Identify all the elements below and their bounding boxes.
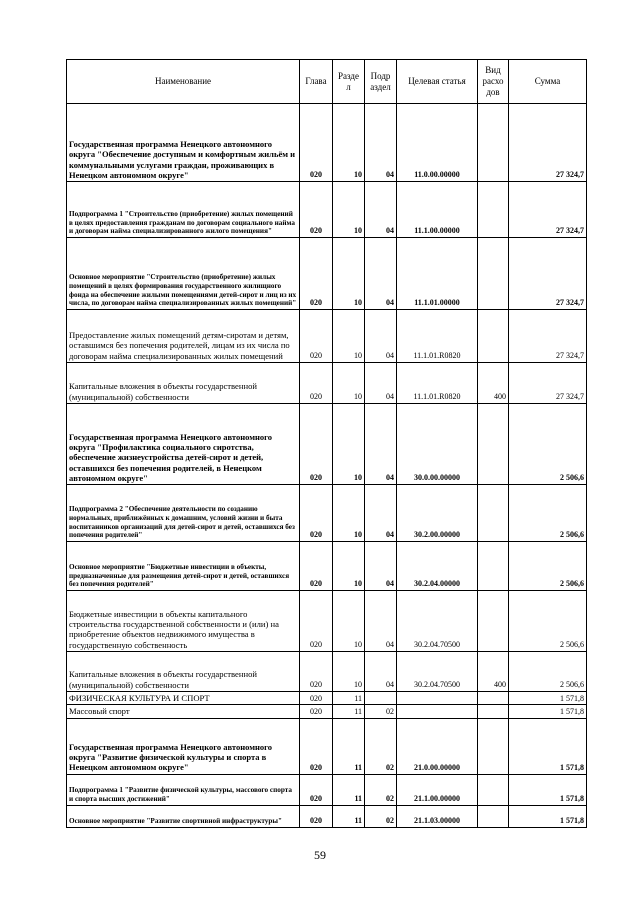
row-section: 10 xyxy=(333,310,365,363)
row-type: 400 xyxy=(478,652,509,692)
table-row xyxy=(67,238,587,310)
row-target: 11.1.01.R0820 xyxy=(397,363,478,404)
row-name: Подпрограмма 1 "Развитие физической культуры, массового спорта и спорта высших достижений" xyxy=(67,774,300,805)
row-section: 11 xyxy=(333,774,365,805)
row-name: Основное мероприятие "Развитие спортивной инфраструктуры" xyxy=(67,805,300,827)
header-target: Целевая статья xyxy=(397,60,478,104)
row-target: 11.1.01.00000 xyxy=(397,238,478,310)
row-sum: 27 324,7 xyxy=(509,363,587,404)
row-sum: 1 571,8 xyxy=(509,718,587,774)
row-sum: 27 324,7 xyxy=(509,104,587,182)
row-chapter: 020 xyxy=(300,238,333,310)
row-chapter: 020 xyxy=(300,485,333,542)
table-row xyxy=(67,404,587,485)
row-chapter: 020 xyxy=(300,404,333,485)
row-sum: 27 324,7 xyxy=(509,310,587,363)
row-subsection: 02 xyxy=(365,705,397,718)
table-row xyxy=(67,718,587,774)
row-sum: 2 506,6 xyxy=(509,542,587,591)
row-section: 10 xyxy=(333,652,365,692)
header-subsection: Подр аздел xyxy=(365,60,397,104)
row-sum: 27 324,7 xyxy=(509,238,587,310)
row-chapter: 020 xyxy=(300,805,333,827)
header-name: Наименование xyxy=(67,60,300,104)
row-type xyxy=(478,542,509,591)
row-target: 11.0.00.00000 xyxy=(397,104,478,182)
row-chapter: 020 xyxy=(300,718,333,774)
budget-table xyxy=(66,59,587,828)
table-row xyxy=(67,310,587,363)
table-row xyxy=(67,542,587,591)
row-name: Государственная программа Ненецкого автономного округа "Развитие физической культуры и спорта в Ненецком автономном округе" xyxy=(67,718,300,774)
row-name: Массовый спорт xyxy=(67,705,300,718)
table-row xyxy=(67,652,587,692)
row-section: 10 xyxy=(333,542,365,591)
row-type xyxy=(478,182,509,238)
row-type xyxy=(478,774,509,805)
row-chapter: 020 xyxy=(300,591,333,652)
table-row xyxy=(67,805,587,827)
row-section: 11 xyxy=(333,705,365,718)
row-subsection: 04 xyxy=(365,182,397,238)
table-row xyxy=(67,363,587,404)
row-subsection: 02 xyxy=(365,718,397,774)
row-chapter: 020 xyxy=(300,104,333,182)
header-type: Вид расхо дов xyxy=(478,60,509,104)
row-target: 30.2.00.00000 xyxy=(397,485,478,542)
row-chapter: 020 xyxy=(300,652,333,692)
row-type xyxy=(478,238,509,310)
row-sum: 2 506,6 xyxy=(509,485,587,542)
row-sum: 1 571,8 xyxy=(509,805,587,827)
row-type xyxy=(478,404,509,485)
table-row xyxy=(67,692,587,705)
row-type xyxy=(478,591,509,652)
row-chapter: 020 xyxy=(300,692,333,705)
header-chapter: Глава xyxy=(300,60,333,104)
table-row xyxy=(67,591,587,652)
page-number: 59 xyxy=(314,848,326,862)
row-target: 30.2.04.00000 xyxy=(397,542,478,591)
header-row xyxy=(67,60,587,104)
row-target: 21.1.03.00000 xyxy=(397,805,478,827)
row-chapter: 020 xyxy=(300,774,333,805)
row-target xyxy=(397,705,478,718)
row-target: 11.1.01.R0820 xyxy=(397,310,478,363)
row-target xyxy=(397,692,478,705)
row-name: Основное мероприятие "Строительство (приобретение) жилых помещений в целях формирования государственного жилищного фонда на обеспечение жилыми помещениями детей-сирот и лиц из их числа, по договорам найма специализированных жилых помещений" xyxy=(67,238,300,310)
row-type xyxy=(478,485,509,542)
row-name: Подпрограмма 2 "Обеспечение деятельности по созданию нормальных, приближённых к домашним, условий жизни и быта воспитанников организаций для детей-сирот и детей, оставшихся без попечения родителей" xyxy=(67,485,300,542)
row-chapter: 020 xyxy=(300,182,333,238)
row-name: Государственная программа Ненецкого автономного округа "Профилактика социального сиротства, обеспечение жизнеустройства детей-сирот и детей, оставшихся без попечения родителей, в Ненецком автономном округе" xyxy=(67,404,300,485)
row-sum: 1 571,8 xyxy=(509,705,587,718)
row-sum: 2 506,6 xyxy=(509,652,587,692)
row-subsection xyxy=(365,692,397,705)
row-section: 11 xyxy=(333,692,365,705)
row-sum: 27 324,7 xyxy=(509,182,587,238)
row-subsection: 04 xyxy=(365,485,397,542)
row-section: 11 xyxy=(333,805,365,827)
row-target: 21.1.00.00000 xyxy=(397,774,478,805)
row-sum: 1 571,8 xyxy=(509,692,587,705)
row-subsection: 04 xyxy=(365,363,397,404)
table-row xyxy=(67,485,587,542)
table-row xyxy=(67,774,587,805)
row-target: 30.2.04.70500 xyxy=(397,591,478,652)
row-subsection: 04 xyxy=(365,310,397,363)
row-subsection: 04 xyxy=(365,591,397,652)
row-chapter: 020 xyxy=(300,363,333,404)
row-type: 400 xyxy=(478,363,509,404)
row-type xyxy=(478,705,509,718)
row-chapter: 020 xyxy=(300,542,333,591)
row-section: 11 xyxy=(333,718,365,774)
row-name: Государственная программа Ненецкого автономного округа "Обеспечение доступным и комфортным жильём и коммунальными услугами граждан, проживающих в Ненецком автономном округе" xyxy=(67,104,300,182)
header-sum: Сумма xyxy=(509,60,587,104)
row-subsection: 04 xyxy=(365,404,397,485)
row-type xyxy=(478,692,509,705)
row-section: 10 xyxy=(333,591,365,652)
row-name: Капитальные вложения в объекты государственной (муниципальной) собственности xyxy=(67,363,300,404)
row-name: Подпрограмма 1 "Строительство (приобретение) жилых помещений в целях предоставления гражданам по договорам социального найма и договорам найма специализированного жилого помещения" xyxy=(67,182,300,238)
row-subsection: 04 xyxy=(365,652,397,692)
row-sum: 1 571,8 xyxy=(509,774,587,805)
row-name: Предоставление жилых помещений детям-сиротам и детям, оставшимся без попечения родителей, лицам из их числа по договорам найма специализированных жилых помещений xyxy=(67,310,300,363)
row-chapter: 020 xyxy=(300,310,333,363)
row-subsection: 02 xyxy=(365,805,397,827)
table-row xyxy=(67,182,587,238)
row-subsection: 04 xyxy=(365,542,397,591)
row-type xyxy=(478,104,509,182)
row-target: 21.0.00.00000 xyxy=(397,718,478,774)
row-chapter: 020 xyxy=(300,705,333,718)
row-section: 10 xyxy=(333,485,365,542)
row-section: 10 xyxy=(333,182,365,238)
row-section: 10 xyxy=(333,404,365,485)
row-name: Бюджетные инвестиции в объекты капитального строительства государственной собственности и (или) на приобретение объектов недвижимого имущества в государственную собственность xyxy=(67,591,300,652)
row-subsection: 04 xyxy=(365,238,397,310)
row-section: 10 xyxy=(333,238,365,310)
row-target: 11.1.00.00000 xyxy=(397,182,478,238)
row-name: ФИЗИЧЕСКАЯ КУЛЬТУРА И СПОРТ xyxy=(67,692,300,705)
row-sum: 2 506,6 xyxy=(509,404,587,485)
row-type xyxy=(478,310,509,363)
table-row xyxy=(67,705,587,718)
row-type xyxy=(478,805,509,827)
row-subsection: 02 xyxy=(365,774,397,805)
row-target: 30.0.00.00000 xyxy=(397,404,478,485)
row-sum: 2 506,6 xyxy=(509,591,587,652)
row-name: Основное мероприятие "Бюджетные инвестиции в объекты, предназначенные для размещения детей-сирот и детей, оставшихся без попечения родителей" xyxy=(67,542,300,591)
table-row xyxy=(67,104,587,182)
row-name: Капитальные вложения в объекты государственной (муниципальной) собственности xyxy=(67,652,300,692)
row-subsection: 04 xyxy=(365,104,397,182)
row-target: 30.2.04.70500 xyxy=(397,652,478,692)
header-section: Разде л xyxy=(333,60,365,104)
row-section: 10 xyxy=(333,363,365,404)
row-section: 10 xyxy=(333,104,365,182)
row-type xyxy=(478,718,509,774)
